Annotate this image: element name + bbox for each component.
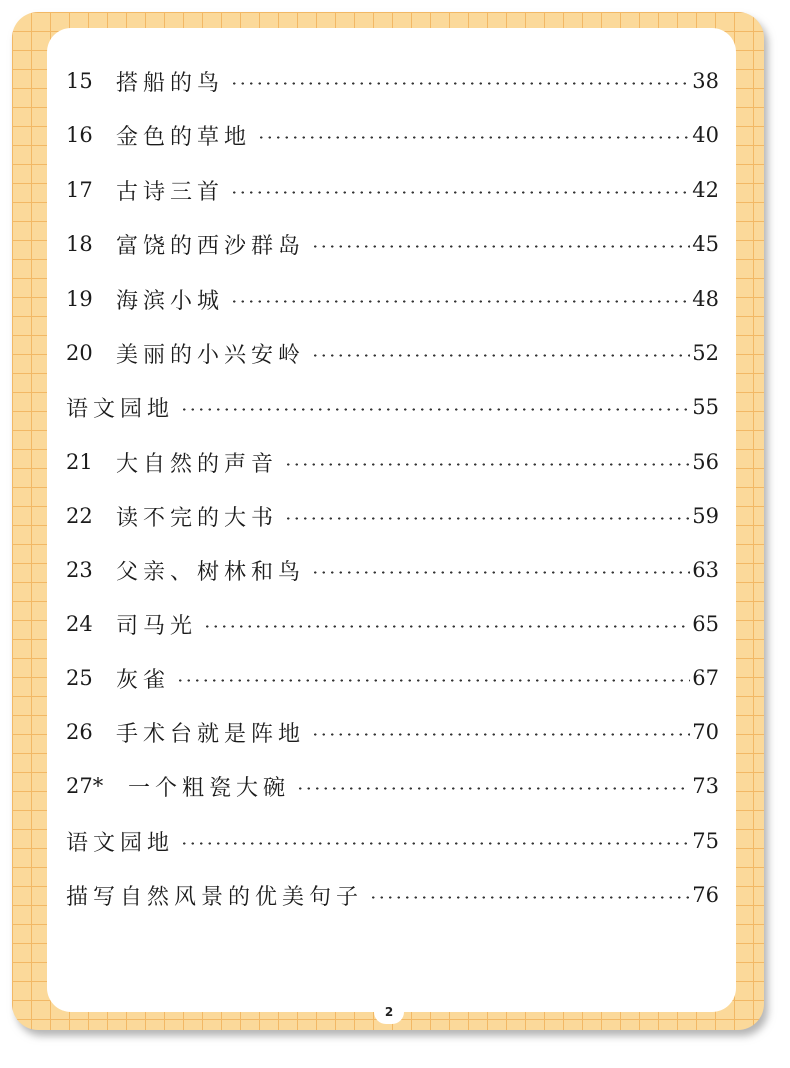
toc-row[interactable] xyxy=(66,768,719,804)
toc-row[interactable] xyxy=(66,117,719,153)
toc-lesson-title: 美丽的小兴安岭 xyxy=(116,342,306,368)
toc-page-number: 75 xyxy=(692,829,719,853)
toc-leader-dots xyxy=(284,463,690,466)
toc-row[interactable] xyxy=(66,226,719,262)
toc-page-number: 67 xyxy=(692,666,719,690)
toc-lesson-number: 20 xyxy=(66,341,93,365)
toc-lesson-number: 24 xyxy=(66,612,93,636)
toc-lesson-title: 司马光 xyxy=(116,613,198,639)
toc-page-number: 55 xyxy=(692,395,719,419)
toc-lesson-number: 19 xyxy=(66,287,93,311)
toc-lesson-number: 26 xyxy=(66,720,93,744)
toc-lesson-title: 古诗三首 xyxy=(116,179,225,205)
toc-leader-dots xyxy=(230,82,690,85)
toc-page-number: 59 xyxy=(692,504,719,528)
toc-lesson-title: 灰雀 xyxy=(116,667,171,693)
toc-page-number: 56 xyxy=(692,450,719,474)
toc-lesson-number: 25 xyxy=(66,666,93,690)
toc-leader-dots xyxy=(296,787,690,790)
toc-page-number: 45 xyxy=(692,232,719,256)
toc-page-number: 38 xyxy=(692,69,719,93)
toc-lesson-title: 父亲、树林和鸟 xyxy=(116,559,306,585)
toc-row[interactable] xyxy=(66,281,719,317)
toc-leader-dots xyxy=(180,408,690,411)
toc-page-number: 65 xyxy=(692,612,719,636)
toc-page-number: 63 xyxy=(692,558,719,582)
toc-lesson-title: 一个粗瓷大碗 xyxy=(128,775,291,801)
toc-lesson-number: 22 xyxy=(66,504,93,528)
toc-lesson-title: 搭船的鸟 xyxy=(116,70,225,96)
toc-leader-dots xyxy=(311,571,690,574)
toc-leader-dots xyxy=(284,517,690,520)
toc-row-appendix[interactable] xyxy=(66,877,719,913)
toc-leader-dots xyxy=(257,136,690,139)
toc-leader-dots xyxy=(203,625,690,628)
toc-row-unit-review[interactable] xyxy=(66,823,719,859)
toc-lesson-number: 27* xyxy=(66,774,104,798)
toc-page-number: 48 xyxy=(692,287,719,311)
toc-lesson-title: 手术台就是阵地 xyxy=(116,721,306,747)
toc-lesson-title: 金色的草地 xyxy=(116,124,252,150)
toc-page-number: 76 xyxy=(692,883,719,907)
toc-row[interactable] xyxy=(66,335,719,371)
toc-row[interactable] xyxy=(66,498,719,534)
toc-row[interactable] xyxy=(66,552,719,588)
toc-lesson-number: 23 xyxy=(66,558,93,582)
toc-lesson-title: 读不完的大书 xyxy=(116,505,279,531)
toc-section-title: 描写自然风景的优美句子 xyxy=(66,884,364,910)
toc-row[interactable] xyxy=(66,63,719,99)
toc-row[interactable] xyxy=(66,606,719,642)
toc-row[interactable] xyxy=(66,660,719,696)
toc-row[interactable] xyxy=(66,172,719,208)
toc-section-title: 语文园地 xyxy=(66,830,175,856)
toc-lesson-title: 大自然的声音 xyxy=(116,451,279,477)
toc-lesson-number: 16 xyxy=(66,123,93,147)
toc-lesson-title: 海滨小城 xyxy=(116,288,225,314)
toc-leader-dots xyxy=(180,842,690,845)
toc-page-number: 52 xyxy=(692,341,719,365)
toc-lesson-number: 17 xyxy=(66,178,93,202)
toc-lesson-number: 15 xyxy=(66,69,93,93)
toc-row-unit-review[interactable] xyxy=(66,389,719,425)
toc-page-number: 42 xyxy=(692,178,719,202)
toc-lesson-title: 富饶的西沙群岛 xyxy=(116,233,306,259)
page-number-badge: 2 xyxy=(374,1000,404,1024)
toc-leader-dots xyxy=(176,679,690,682)
toc-leader-dots xyxy=(230,191,690,194)
toc-leader-dots xyxy=(230,300,690,303)
toc-page-number: 40 xyxy=(692,123,719,147)
toc-leader-dots xyxy=(369,896,690,899)
toc-lesson-number: 21 xyxy=(66,450,93,474)
toc-leader-dots xyxy=(311,733,690,736)
toc-leader-dots xyxy=(311,245,690,248)
toc-page-number: 70 xyxy=(692,720,719,744)
toc-page-number: 73 xyxy=(692,774,719,798)
toc-row[interactable] xyxy=(66,444,719,480)
toc-row[interactable] xyxy=(66,714,719,750)
toc-lesson-number: 18 xyxy=(66,232,93,256)
toc-leader-dots xyxy=(311,354,690,357)
toc-section-title: 语文园地 xyxy=(66,396,175,422)
